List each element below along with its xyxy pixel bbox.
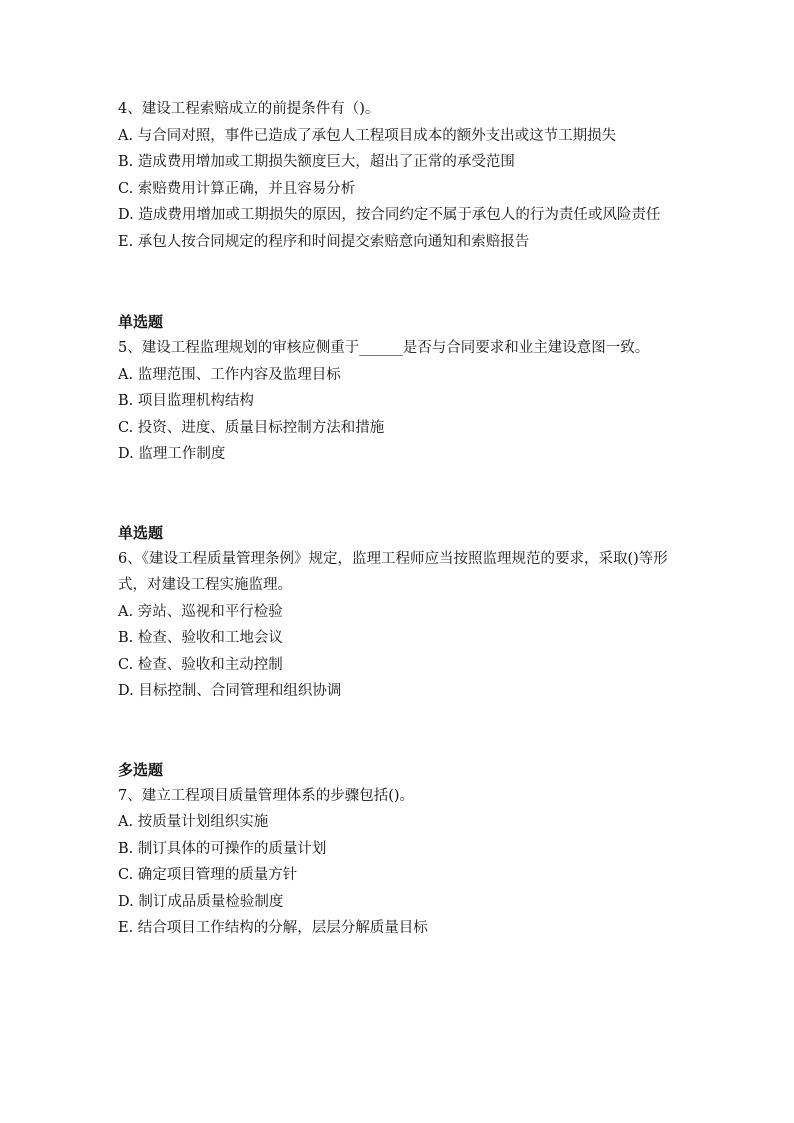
option-b: B. 造成费用增加或工期损失额度巨大，超出了正常的承受范围 bbox=[118, 154, 515, 170]
spacer bbox=[118, 255, 678, 309]
option-b: B. 检查、验收和工地会议 bbox=[118, 630, 283, 646]
option-e: E. 承包人按合同规定的程序和时间提交索赔意向通知和索赔报告 bbox=[118, 233, 530, 250]
option-d: D. 制订成品质量检验制度 bbox=[118, 893, 284, 910]
spacer bbox=[118, 468, 678, 520]
question-4 bbox=[118, 96, 678, 255]
question-7 bbox=[118, 757, 678, 942]
option-b: B. 项目监理机构结构 bbox=[118, 393, 254, 409]
option-d: D. 造成费用增加或工期损失的原因，按合同约定不属于承包人的行为责任或风险责任 bbox=[118, 207, 661, 223]
question-5 bbox=[118, 309, 678, 468]
option-d: D. 监理工作制度 bbox=[118, 446, 226, 462]
question-stem: 5、建设工程监理规划的审核应侧重于______是否与合同要求和业主建设意图一致。 bbox=[118, 340, 650, 356]
question-stem: 4、建设工程索赔成立的前提条件有（)。 bbox=[118, 101, 380, 117]
option-c: C. 确定项目管理的质量方针 bbox=[118, 867, 298, 883]
question-stem: 7、建立工程项目质量管理体系的步骤包括()。 bbox=[118, 787, 415, 804]
section-title: 多选题 bbox=[118, 760, 164, 779]
option-a: A. 旁站、巡视和平行检验 bbox=[118, 603, 283, 620]
option-c: C. 检查、验收和主动控制 bbox=[118, 656, 283, 673]
section-title: 单选题 bbox=[118, 523, 164, 542]
option-d: D. 目标控制、合同管理和组织协调 bbox=[118, 683, 342, 699]
option-a: A. 监理范围、工作内容及监理目标 bbox=[118, 366, 341, 383]
option-a: A. 按质量计划组织实施 bbox=[118, 814, 269, 830]
option-b: B. 制订具体的可操作的质量计划 bbox=[118, 840, 327, 857]
spacer bbox=[118, 705, 678, 757]
option-a: A. 与合同对照，事件已造成了承包人工程项目成本的额外支出或这节工期损失 bbox=[118, 127, 617, 144]
option-c: C. 索赔费用计算正确，并且容易分析 bbox=[118, 180, 356, 197]
option-e: E. 结合项目工作结构的分解，层层分解质量目标 bbox=[118, 920, 428, 936]
option-c: C. 投资、进度、质量目标控制方法和措施 bbox=[118, 419, 385, 436]
question-stem: 6、《建设工程质量管理条例》规定，监理工程师应当按照监理规范的要求，采取()等形式，对建设工程实施监理。 bbox=[118, 550, 668, 593]
section-title: 单选题 bbox=[118, 313, 164, 331]
document-page bbox=[118, 96, 678, 942]
question-6 bbox=[118, 520, 678, 705]
